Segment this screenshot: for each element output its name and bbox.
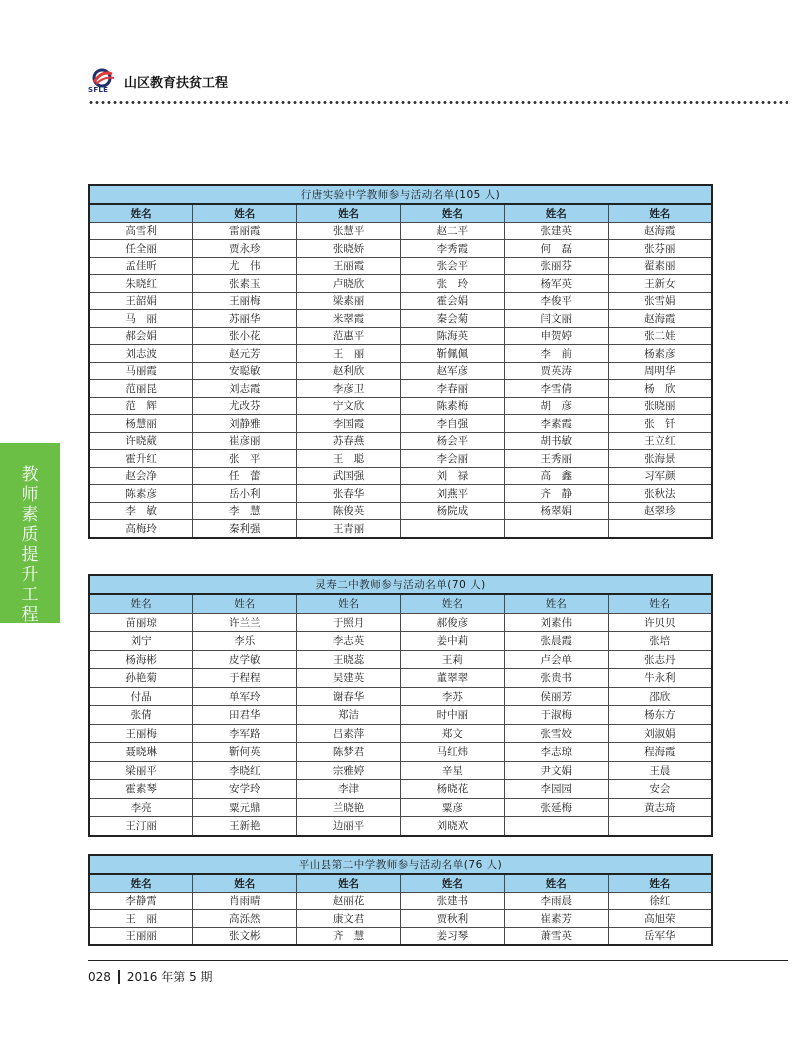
logo-icon [88,68,118,88]
table-lingshou [88,574,713,837]
name-cell: 刘晓欢 [400,817,504,836]
name-cell: 李春丽 [400,380,504,398]
name-cell: 许晓葳 [89,432,193,450]
name-cell: 尤改芬 [193,397,297,415]
name-cell: 张培 [608,632,712,651]
name-cell: 王 丽 [89,910,193,928]
column-header: 姓名 [504,204,608,222]
name-cell: 赵丽花 [297,892,401,910]
table-row [89,362,712,380]
name-cell: 吴建英 [297,669,401,688]
name-cell: 任全丽 [89,240,193,258]
name-cell: 任 蕾 [193,467,297,485]
table-row [89,892,712,910]
name-cell: 贾英涛 [504,362,608,380]
name-cell: 刘燕平 [400,485,504,503]
name-cell: 李志英 [297,632,401,651]
name-cell: 姜中莉 [400,632,504,651]
name-cell: 王晓蕊 [297,650,401,669]
name-cell: 李苏 [400,687,504,706]
name-cell: 武国强 [297,467,401,485]
name-cell: 苗丽琼 [89,613,193,632]
table-row [89,397,712,415]
name-cell: 杨慧丽 [89,415,193,433]
name-cell: 孙艳菊 [89,669,193,688]
header-title: 山区教育扶贫工程 [124,75,229,91]
table-title: 行唐实验中学教师参与活动名单(105 人) [89,185,712,204]
table-row [89,706,712,725]
name-cell: 杨素彦 [608,345,712,363]
name-cell: 张二娃 [608,327,712,345]
column-header-row [89,594,712,613]
name-cell: 朱晓红 [89,275,193,293]
section-sidebar-tab [0,443,60,623]
table-row [89,927,712,945]
name-cell: 王丽梅 [89,724,193,743]
name-cell: 陈素梅 [400,397,504,415]
column-header-row [89,874,712,892]
table-row [89,502,712,520]
name-cell: 边丽平 [297,817,401,836]
name-cell: 张海景 [608,450,712,468]
column-header: 姓名 [89,204,193,222]
name-cell [400,520,504,538]
name-cell: 秦会菊 [400,310,504,328]
name-cell: 张建英 [504,222,608,240]
name-list-table [88,854,713,946]
name-cell: 张秋法 [608,485,712,503]
column-header: 姓名 [608,874,712,892]
table-title-row [89,855,712,874]
table-row [89,724,712,743]
name-cell: 高泺然 [193,910,297,928]
name-cell: 陈梦君 [297,743,401,762]
name-cell: 张建书 [400,892,504,910]
name-cell: 李彦卫 [297,380,401,398]
name-cell: 张雪娟 [608,292,712,310]
name-cell: 王新艳 [193,817,297,836]
table-row [89,743,712,762]
table-title: 灵寿二中教师参与活动名单(70 人) [89,575,712,594]
name-cell: 刘 禄 [400,467,504,485]
column-header: 姓名 [297,874,401,892]
name-cell: 徐红 [608,892,712,910]
table-row [89,669,712,688]
name-cell: 田君华 [193,706,297,725]
table-row [89,415,712,433]
name-cell: 于照月 [297,613,401,632]
table-row [89,432,712,450]
name-cell: 范 辉 [89,397,193,415]
dotted-divider [88,100,788,105]
name-cell: 赵利欣 [297,362,401,380]
name-cell: 杨院成 [400,502,504,520]
name-cell: 董翠翠 [400,669,504,688]
name-cell: 李亮 [89,798,193,817]
name-cell: 申贺婷 [504,327,608,345]
name-cell: 卢晓欣 [297,275,401,293]
name-cell: 王韶娟 [89,292,193,310]
name-cell: 粟元鼎 [193,798,297,817]
name-cell: 张志丹 [608,650,712,669]
name-cell: 赵元芳 [193,345,297,363]
name-cell: 齐 慧 [297,927,401,945]
name-cell: 靳佩佩 [400,345,504,363]
name-cell: 张素玉 [193,275,297,293]
name-cell: 李 前 [504,345,608,363]
name-cell: 李静霄 [89,892,193,910]
table-row [89,798,712,817]
column-header: 姓名 [193,204,297,222]
table-row [89,613,712,632]
name-cell: 肖雨晴 [193,892,297,910]
name-cell: 许兰兰 [193,613,297,632]
name-cell: 张晓娇 [297,240,401,258]
column-header: 姓名 [608,204,712,222]
table-row [89,485,712,503]
name-cell: 李 敏 [89,502,193,520]
name-cell: 靳何英 [193,743,297,762]
name-cell: 黄志琦 [608,798,712,817]
name-cell: 王莉 [400,650,504,669]
name-cell: 时中丽 [400,706,504,725]
name-cell: 齐 静 [504,485,608,503]
name-cell: 辛星 [400,761,504,780]
name-cell [608,520,712,538]
name-cell: 张芬丽 [608,240,712,258]
name-cell: 李乐 [193,632,297,651]
name-cell: 王青丽 [297,520,401,538]
name-cell: 范丽昆 [89,380,193,398]
name-cell: 王 丽 [297,345,401,363]
name-cell: 陈俊英 [297,502,401,520]
table-row [89,275,712,293]
table-xingtang [88,184,713,539]
logo-text: SFLE [88,86,109,94]
column-header: 姓名 [400,594,504,613]
name-cell: 张贵书 [504,669,608,688]
table-row [89,345,712,363]
name-cell: 范惠平 [297,327,401,345]
name-cell: 贾秋利 [400,910,504,928]
name-cell: 米翠霞 [297,310,401,328]
table-title-row [89,575,712,594]
name-cell: 霍素琴 [89,780,193,799]
table-row [89,520,712,538]
name-cell: 赵海霞 [608,310,712,328]
name-cell: 霍会娟 [400,292,504,310]
name-cell: 刘静雅 [193,415,297,433]
name-cell: 杨翠娟 [504,502,608,520]
name-cell: 李 慧 [193,502,297,520]
name-cell: 杨海彬 [89,650,193,669]
name-cell: 尤 伟 [193,257,297,275]
name-cell: 程海霞 [608,743,712,762]
table-row [89,780,712,799]
name-cell: 李津 [297,780,401,799]
name-cell: 霍升红 [89,450,193,468]
name-cell: 王秀丽 [504,450,608,468]
name-cell: 赵翠珍 [608,502,712,520]
name-cell: 杨军英 [504,275,608,293]
name-cell: 侯丽芳 [504,687,608,706]
table-row [89,310,712,328]
name-cell: 陈素彦 [89,485,193,503]
name-cell: 张晨霞 [504,632,608,651]
name-cell: 崔素芳 [504,910,608,928]
name-cell: 郑文 [400,724,504,743]
column-header: 姓名 [608,594,712,613]
name-cell: 康文君 [297,910,401,928]
name-cell: 皮学敏 [193,650,297,669]
name-cell: 习军颜 [608,467,712,485]
name-cell [504,817,608,836]
name-cell: 赵海霞 [608,222,712,240]
name-cell: 翟素丽 [608,257,712,275]
name-cell: 郝会娟 [89,327,193,345]
name-cell: 尹文娟 [504,761,608,780]
name-cell: 陈海英 [400,327,504,345]
name-cell: 聂晓琳 [89,743,193,762]
table-row [89,761,712,780]
name-cell: 赵二平 [400,222,504,240]
name-cell: 李晓红 [193,761,297,780]
table-pingshan [88,854,713,946]
name-cell: 岳小利 [193,485,297,503]
column-header: 姓名 [297,204,401,222]
column-header: 姓名 [400,874,504,892]
name-cell: 牛永利 [608,669,712,688]
name-cell: 宁文欣 [297,397,401,415]
name-cell: 刘淑娟 [608,724,712,743]
table-row [89,327,712,345]
page-footer [88,968,213,985]
name-cell: 王 聪 [297,450,401,468]
page-number: 028 [88,969,111,984]
name-cell: 岳军华 [608,927,712,945]
column-header: 姓名 [193,874,297,892]
name-cell: 安会 [608,780,712,799]
name-cell: 何 磊 [504,240,608,258]
name-cell: 高旭荣 [608,910,712,928]
name-cell: 王汀丽 [89,817,193,836]
name-cell: 吕素萍 [297,724,401,743]
footer-separator [118,970,120,984]
issue-label: 2016 年第 5 期 [126,970,213,984]
name-cell: 张 钎 [608,415,712,433]
name-cell: 马丽霞 [89,362,193,380]
name-cell: 张慧平 [297,222,401,240]
column-header: 姓名 [504,874,608,892]
name-cell: 闫文丽 [504,310,608,328]
name-cell: 雷丽霞 [193,222,297,240]
name-cell: 郑洁 [297,706,401,725]
name-cell: 马红炜 [400,743,504,762]
table-row [89,222,712,240]
page-header [88,68,228,94]
name-cell: 崔彦丽 [193,432,297,450]
name-cell: 李素霞 [504,415,608,433]
name-cell: 卢会单 [504,650,608,669]
name-cell: 高雪利 [89,222,193,240]
table-row [89,380,712,398]
table-row [89,257,712,275]
column-header: 姓名 [89,874,193,892]
table-row [89,817,712,836]
name-cell: 萧雪英 [504,927,608,945]
name-cell: 杨会平 [400,432,504,450]
name-cell: 张小花 [193,327,297,345]
name-cell: 兰晓艳 [297,798,401,817]
sidebar-label: 教师素质提升工程 [21,465,39,625]
name-cell: 姜习琴 [400,927,504,945]
name-cell: 秦利强 [193,520,297,538]
name-cell: 贾永珍 [193,240,297,258]
table-title: 平山县第二中学教师参与活动名单(76 人) [89,855,712,874]
name-cell: 李雨晨 [504,892,608,910]
column-header: 姓名 [193,594,297,613]
column-header: 姓名 [89,594,193,613]
name-cell: 宗雅婷 [297,761,401,780]
name-cell: 张雪姣 [504,724,608,743]
name-cell: 安聪敏 [193,362,297,380]
footer-divider [88,960,788,961]
name-cell: 赵会净 [89,467,193,485]
table-row [89,910,712,928]
name-cell: 梁丽平 [89,761,193,780]
name-cell: 李志琼 [504,743,608,762]
name-cell: 杨东方 [608,706,712,725]
name-cell: 李俊平 [504,292,608,310]
name-cell: 刘宁 [89,632,193,651]
table-title-row [89,185,712,204]
table-row [89,292,712,310]
column-header: 姓名 [504,594,608,613]
name-cell: 李雪倩 [504,380,608,398]
name-cell: 李军路 [193,724,297,743]
name-cell: 李园园 [504,780,608,799]
name-cell: 谢春华 [297,687,401,706]
name-cell: 刘志波 [89,345,193,363]
name-cell: 李自强 [400,415,504,433]
name-cell: 李国霞 [297,415,401,433]
name-cell: 王晨 [608,761,712,780]
name-cell: 苏春燕 [297,432,401,450]
name-cell: 王丽霞 [297,257,401,275]
table-row [89,687,712,706]
name-list-table [88,184,713,539]
name-cell: 李秀霞 [400,240,504,258]
name-cell: 许贝贝 [608,613,712,632]
name-cell: 王新女 [608,275,712,293]
name-cell: 孟佳昕 [89,257,193,275]
table-row [89,650,712,669]
name-cell: 马 丽 [89,310,193,328]
name-cell: 杨晓花 [400,780,504,799]
table-row [89,450,712,468]
name-cell: 粟彦 [400,798,504,817]
name-cell: 单军玲 [193,687,297,706]
name-cell: 王丽丽 [89,927,193,945]
name-cell: 张春华 [297,485,401,503]
table-row [89,467,712,485]
name-cell [504,520,608,538]
name-cell: 邵欣 [608,687,712,706]
name-cell: 郝俊彦 [400,613,504,632]
name-cell: 胡 彦 [504,397,608,415]
name-cell [608,817,712,836]
name-cell: 付晶 [89,687,193,706]
name-cell: 刘素伟 [504,613,608,632]
name-cell: 刘志霞 [193,380,297,398]
logo [88,68,118,94]
name-cell: 张会平 [400,257,504,275]
name-cell: 于淑梅 [504,706,608,725]
name-cell: 张文彬 [193,927,297,945]
name-cell: 赵军彦 [400,362,504,380]
column-header: 姓名 [400,204,504,222]
name-cell: 高梅玲 [89,520,193,538]
column-header: 姓名 [297,594,401,613]
name-cell: 杨 欣 [608,380,712,398]
name-cell: 高 鑫 [504,467,608,485]
name-cell: 于程程 [193,669,297,688]
name-cell: 张倩 [89,706,193,725]
column-header-row [89,204,712,222]
name-cell: 张晓丽 [608,397,712,415]
name-cell: 周明华 [608,362,712,380]
name-cell: 张丽芬 [504,257,608,275]
name-cell: 张延梅 [504,798,608,817]
name-cell: 李会丽 [400,450,504,468]
name-cell: 张 玲 [400,275,504,293]
table-row [89,240,712,258]
table-row [89,632,712,651]
name-cell: 王丽梅 [193,292,297,310]
name-cell: 苏丽华 [193,310,297,328]
name-cell: 张 平 [193,450,297,468]
name-cell: 胡书敏 [504,432,608,450]
name-cell: 王立红 [608,432,712,450]
name-cell: 梁素丽 [297,292,401,310]
name-list-table [88,574,713,837]
name-cell: 安学玲 [193,780,297,799]
